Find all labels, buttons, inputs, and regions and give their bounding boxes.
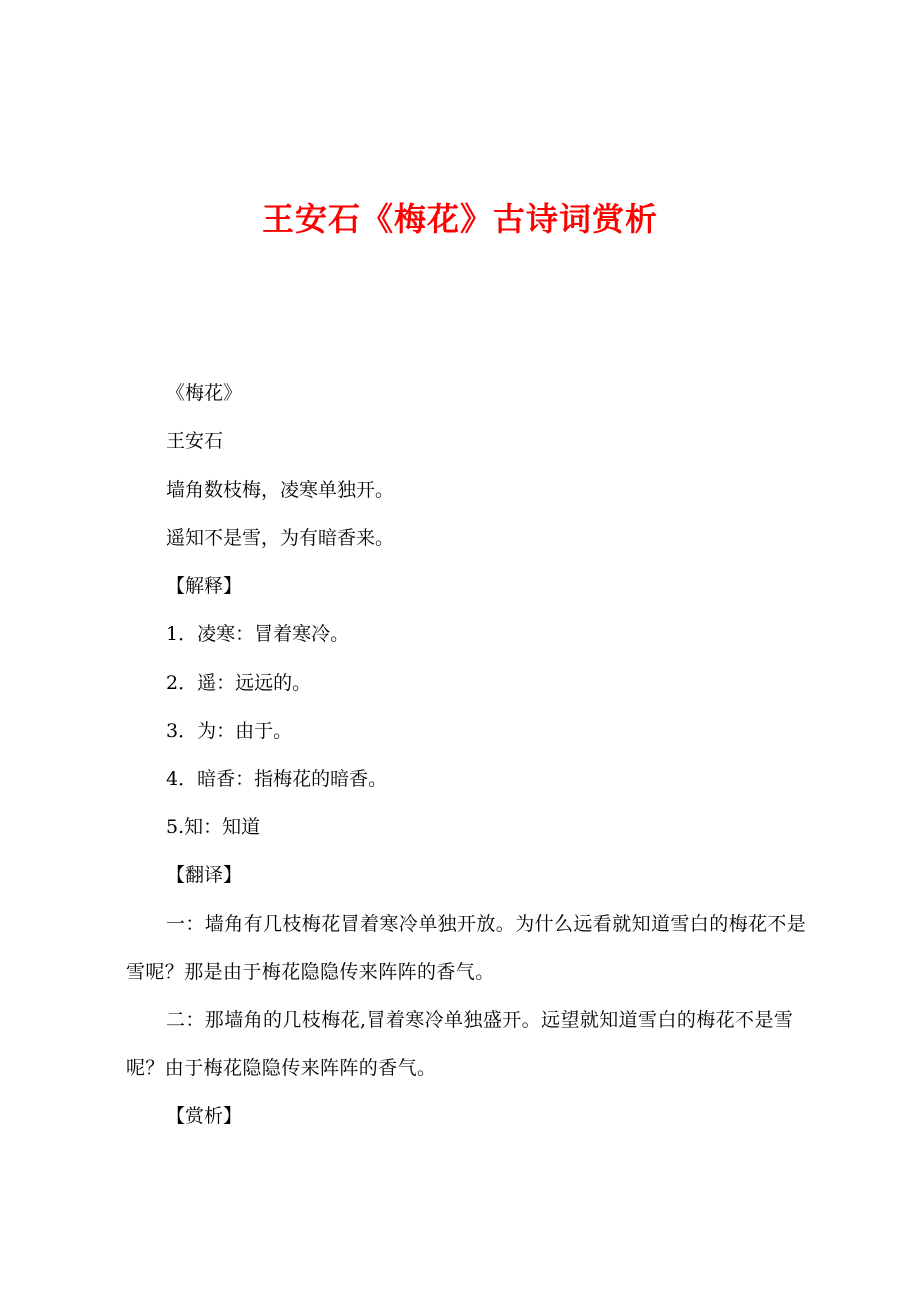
note-item-5: 5.知：知道 bbox=[166, 816, 261, 838]
poem-title: 《梅花》 bbox=[166, 382, 243, 404]
note-item-2: 2．遥：远远的。 bbox=[166, 672, 312, 694]
note-item-4: 4．暗香：指梅花的暗香。 bbox=[166, 768, 388, 790]
analysis-heading: 【赏析】 bbox=[166, 1105, 243, 1127]
notes-heading: 【解释】 bbox=[166, 575, 243, 597]
poem-line-2: 遥知不是雪，为有暗香来。 bbox=[166, 527, 395, 549]
translation-heading: 【翻译】 bbox=[166, 864, 243, 886]
poem-line-1: 墙角数枝梅，凌寒单独开。 bbox=[166, 479, 395, 501]
note-item-1: 1．凌寒：冒着寒冷。 bbox=[166, 623, 350, 645]
translation-paragraph-2: 二：那墙角的几枝梅花,冒着寒冷单独盛开。远望就知道雪白的梅花不是雪呢？由于梅花隐隐传来阵阵的香气。 bbox=[126, 1009, 794, 1079]
poem-author: 王安石 bbox=[166, 430, 224, 452]
note-item-3: 3．为：由于。 bbox=[166, 720, 293, 742]
translation-paragraph-1: 一：墙角有几枝梅花冒着寒冷单独开放。为什么远看就知道雪白的梅花不是雪呢？那是由于梅花隐隐传来阵阵的香气。 bbox=[126, 913, 807, 983]
document-title: 王安石《梅花》古诗词赏析 bbox=[261, 200, 658, 238]
